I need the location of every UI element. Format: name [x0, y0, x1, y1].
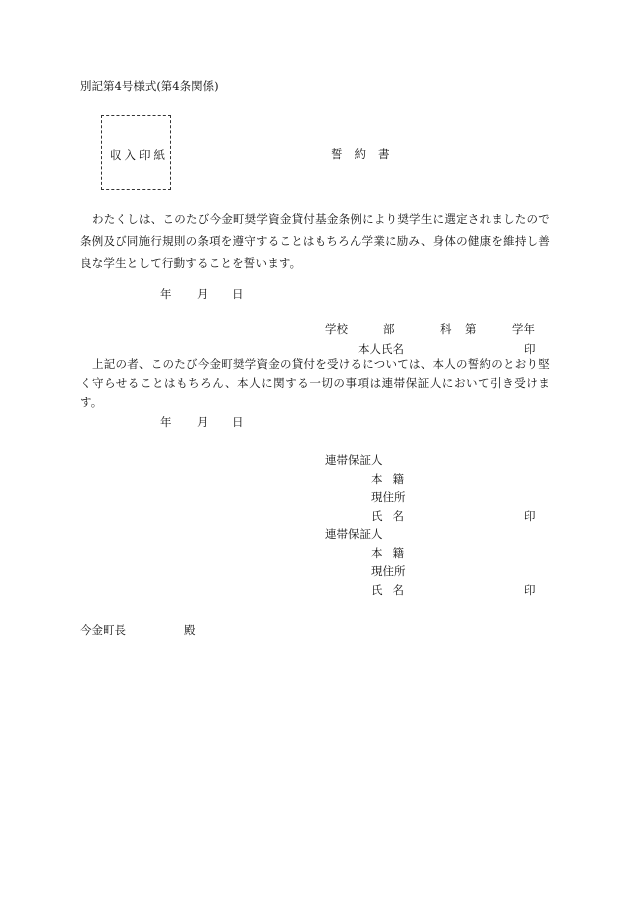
- guarantor-address-label: 現住所: [371, 490, 406, 504]
- department-label: 部: [383, 322, 395, 336]
- addressee-honorific: 殿: [184, 623, 196, 637]
- guarantor-address-label: 現住所: [371, 564, 406, 578]
- date-day: 日: [232, 415, 244, 429]
- guarantor-paragraph: 上記の者、このたび今金町奨学資金の貸付を受けるについては、本人の誓約のとおり堅く守らせることはもちろん、本人に関する一切の事項は連帯保証人において引き受けます。: [80, 357, 550, 409]
- guarantor-seal: 印: [524, 509, 536, 523]
- student-seal: 印: [524, 342, 536, 356]
- revenue-stamp-label: 収入印紙: [110, 148, 168, 162]
- guarantor-seal: 印: [524, 583, 536, 597]
- guarantor-name-label: 氏名: [371, 509, 414, 523]
- date-day: 日: [232, 287, 244, 301]
- guarantor-name-label: 氏名: [371, 583, 414, 597]
- guarantor-heading: 連帯保証人: [325, 527, 383, 541]
- revenue-stamp-box: [101, 115, 171, 190]
- school-label: 学校: [325, 322, 348, 336]
- document-title: 誓約書: [331, 147, 402, 161]
- date-year: 年: [160, 287, 172, 301]
- addressee-title: 今金町長: [80, 623, 126, 637]
- date-month: 月: [197, 415, 209, 429]
- date-month: 月: [197, 287, 209, 301]
- guarantor-heading: 連帯保証人: [325, 453, 383, 467]
- guarantor-domicile-label: 本籍: [371, 472, 414, 486]
- guarantor-domicile-label: 本籍: [371, 546, 414, 560]
- oath-paragraph: わたくしは、このたび今金町奨学資金貸付基金条例により奨学生に選定されましたので条例及び同施行規則の条項を遵守することはもちろん学業に励み、身体の健康を維持し善良な学生として行動することを誓います。: [80, 212, 550, 270]
- grade-prefix-label: 第: [465, 322, 477, 336]
- form-label: 別記第4号様式(第4条関係): [80, 79, 219, 93]
- grade-label: 学年: [512, 322, 535, 336]
- course-label: 科: [440, 322, 452, 336]
- student-name-label: 本人氏名: [358, 342, 404, 356]
- date-year: 年: [160, 415, 172, 429]
